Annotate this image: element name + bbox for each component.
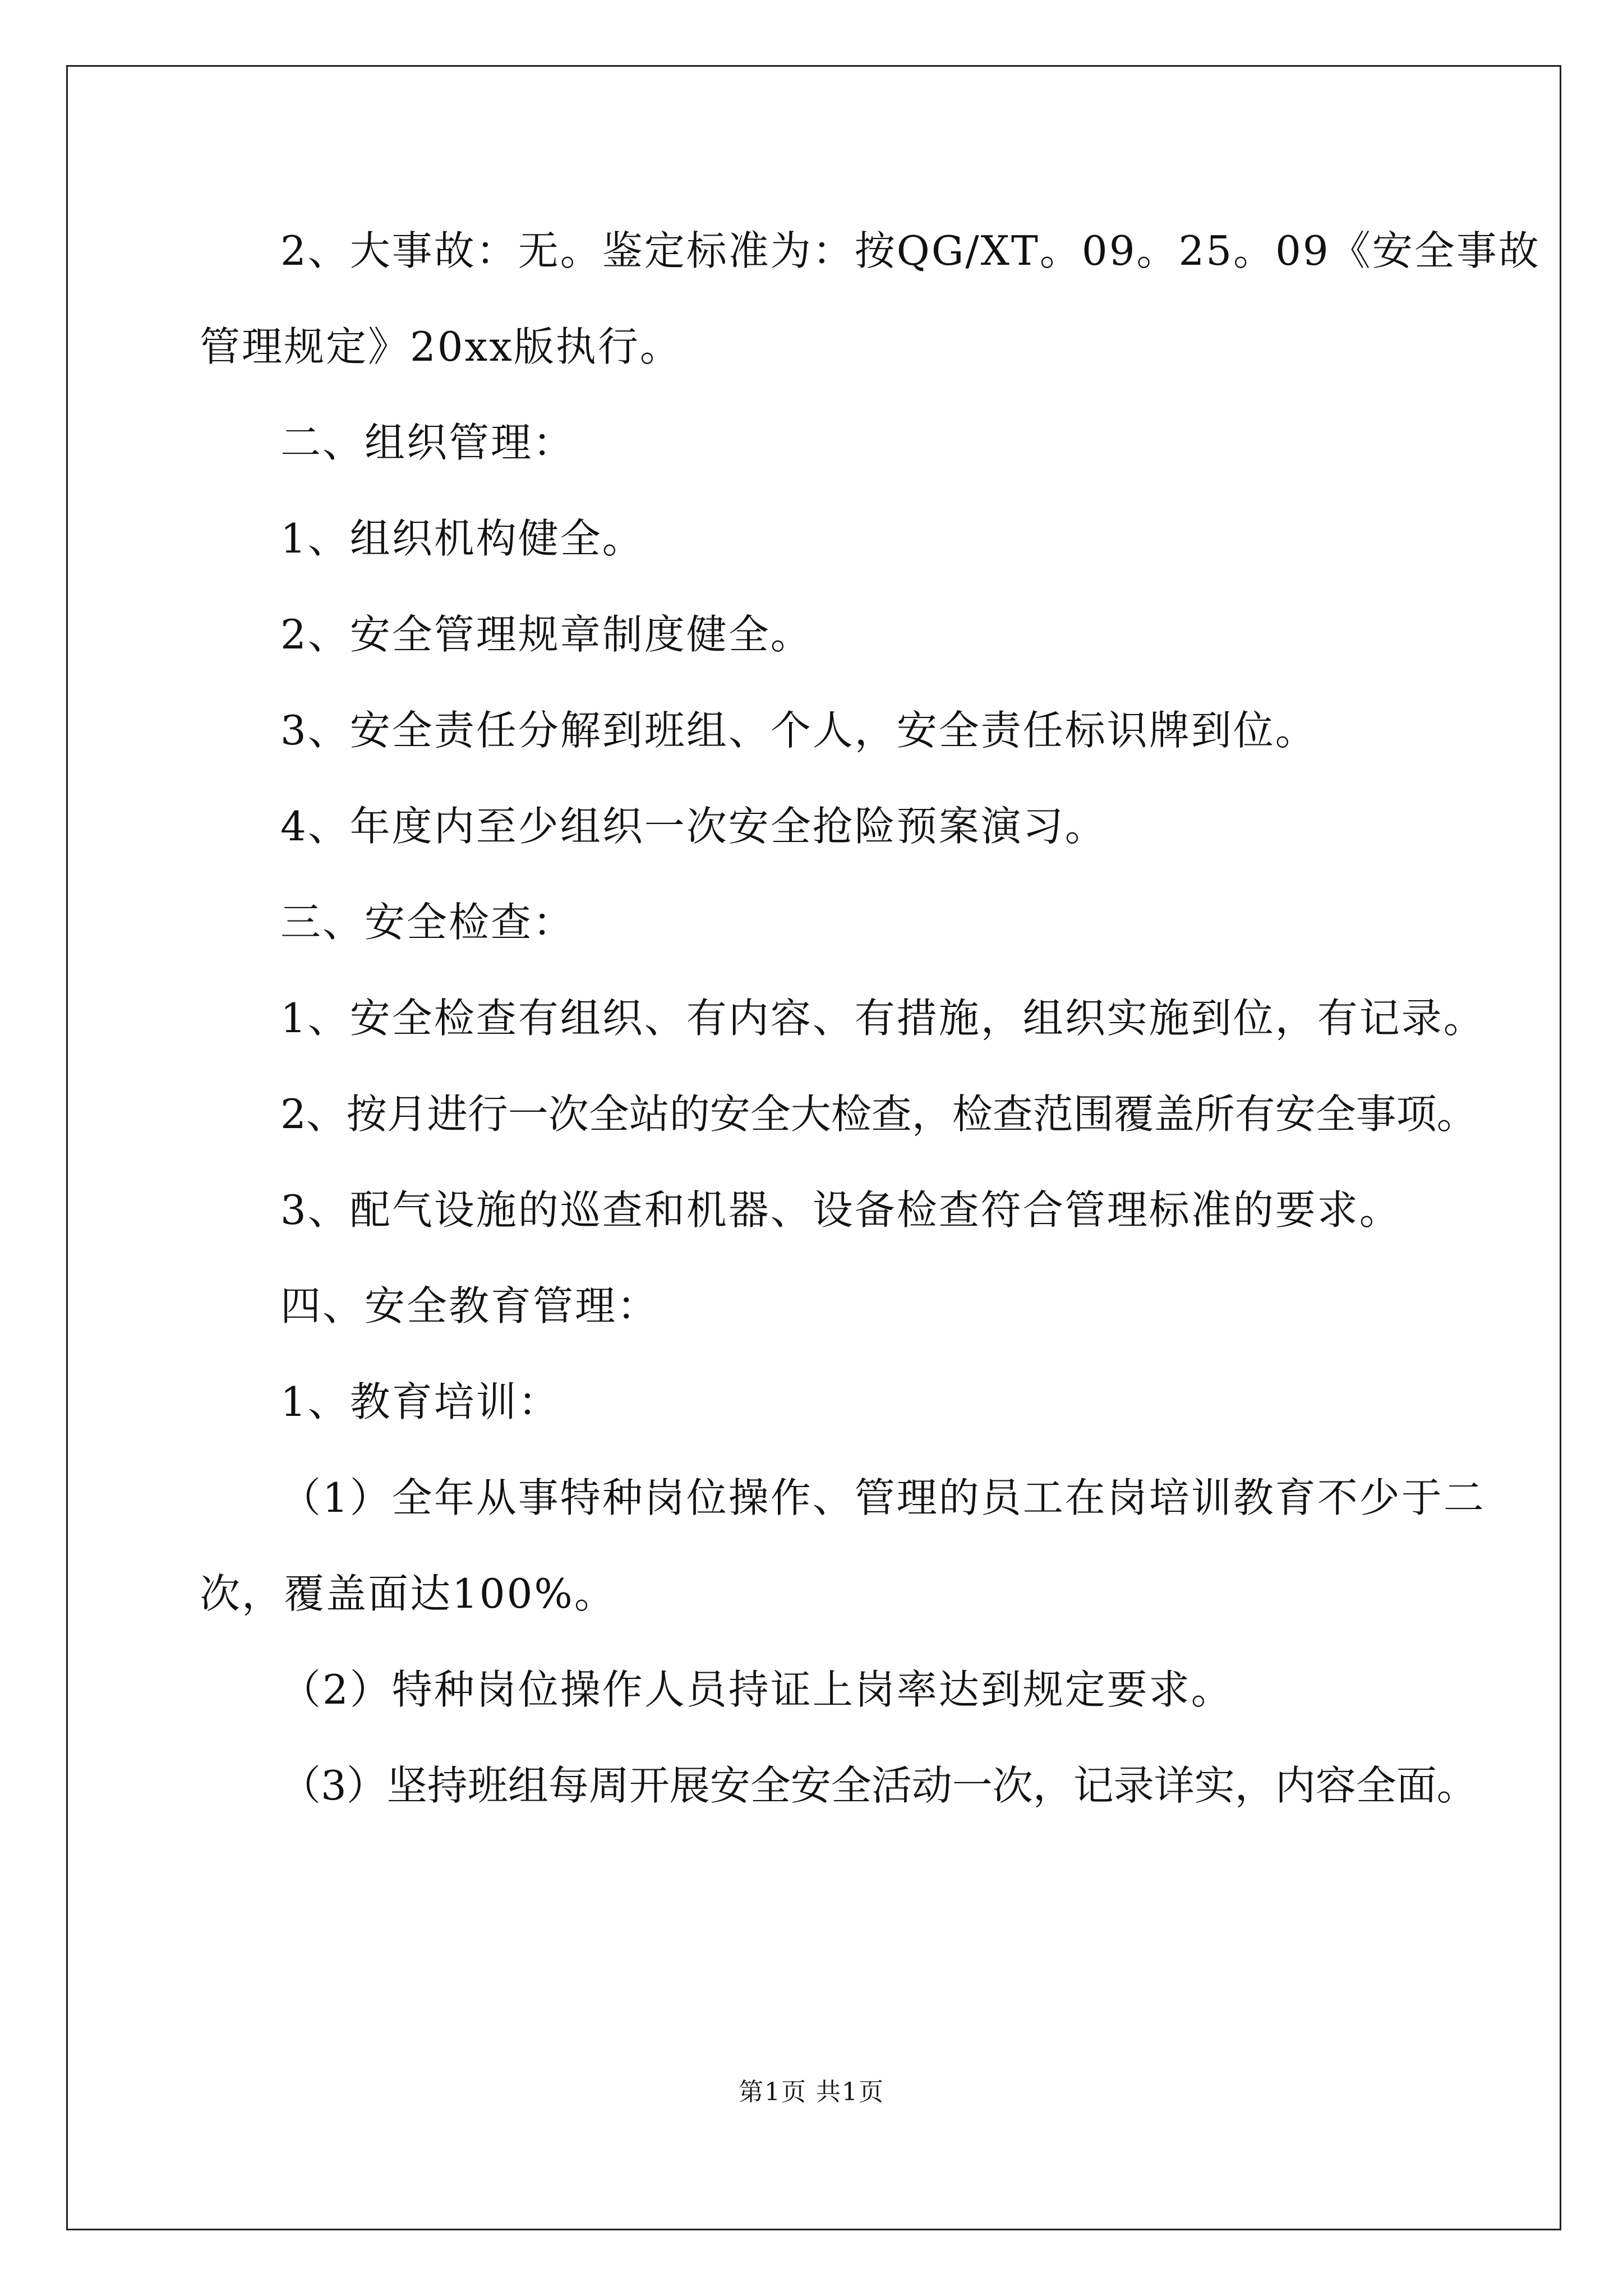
paragraph: 2、大事故：无。鉴定标准为：按QG/XT。09。25。09《安全事故: [280, 227, 1541, 274]
paragraph: （1）全年从事特种岗位操作、管理的员工在岗培训教育不少于二: [280, 1474, 1486, 1521]
paragraph: 1、教育培训：: [280, 1378, 560, 1425]
paragraph: 管理规定》20xx版执行。: [200, 323, 682, 370]
page-border: [66, 65, 1561, 2230]
paragraph: 3、配气设施的巡查和机器、设备检查符合管理标准的要求。: [280, 1186, 1401, 1234]
paragraph: 1、组织机构健全。: [280, 515, 644, 562]
paragraph: 2、安全管理规章制度健全。: [280, 611, 813, 658]
paragraph: 3、安全责任分解到班组、个人，安全责任标识牌到位。: [280, 707, 1317, 754]
section-heading: 二、组织管理：: [280, 419, 575, 466]
paragraph: （2）特种岗位操作人员持证上岗率达到规定要求。: [280, 1666, 1233, 1713]
paragraph: 1、安全检查有组织、有内容、有措施，组织实施到位，有记录。: [280, 995, 1486, 1042]
section-heading: 三、安全检查：: [280, 899, 575, 946]
paragraph: 4、年度内至少组织一次安全抢险预案演习。: [280, 803, 1107, 850]
paragraph: 次，覆盖面达100%。: [200, 1570, 616, 1617]
paragraph: 2、按月进行一次全站的安全大检查，检查范围覆盖所有安全事项。: [280, 1091, 1477, 1138]
section-heading: 四、安全教育管理：: [280, 1282, 660, 1329]
page-footer: 第1页 共1页: [739, 2078, 884, 2106]
paragraph: （3）坚持班组每周开展安全安全活动一次，记录详实，内容全面。: [280, 1762, 1477, 1809]
